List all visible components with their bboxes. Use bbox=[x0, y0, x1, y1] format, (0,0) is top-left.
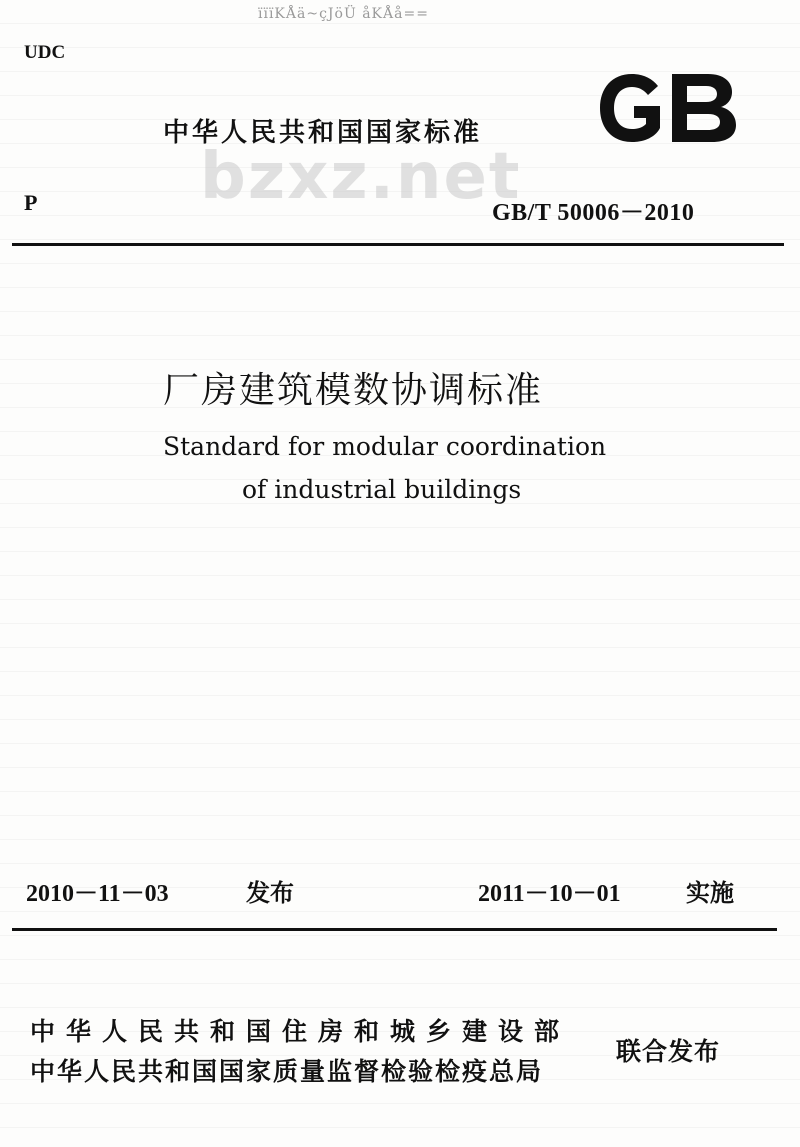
bottom-divider bbox=[12, 928, 777, 931]
header-garbled-text: ïïïKÅä~çJöÜ åKÅå== bbox=[258, 6, 429, 22]
top-divider bbox=[12, 243, 784, 246]
classification-letter: P bbox=[24, 190, 38, 215]
gb-logo bbox=[596, 70, 740, 146]
joint-issue-label: 联合发布 bbox=[616, 1037, 721, 1066]
standard-number: GB/T 50006－2010 bbox=[492, 200, 695, 226]
issuer-aqsiq: 中华人民共和国国家质量监督检验检疫总局 bbox=[30, 1057, 544, 1086]
issue-date: 2010－11－03 bbox=[26, 881, 169, 907]
site-watermark: bzxz.net bbox=[200, 140, 522, 214]
document-title-english-line2: of industrial buildings bbox=[242, 475, 522, 504]
document-title-english-line1: Standard for modular coordination bbox=[163, 432, 607, 461]
implementation-date: 2011－10－01 bbox=[478, 881, 621, 907]
udc-label: UDC bbox=[24, 42, 66, 63]
issue-label: 发布 bbox=[246, 879, 294, 907]
implementation-label: 实施 bbox=[686, 879, 734, 907]
national-standard-heading: 中华人民共和国国家标准 bbox=[163, 118, 483, 148]
issuer-ministry-housing: 中华人民共和国住房和城乡建设部 bbox=[30, 1017, 571, 1046]
document-title-chinese: 厂房建筑模数协调标准 bbox=[163, 370, 544, 411]
